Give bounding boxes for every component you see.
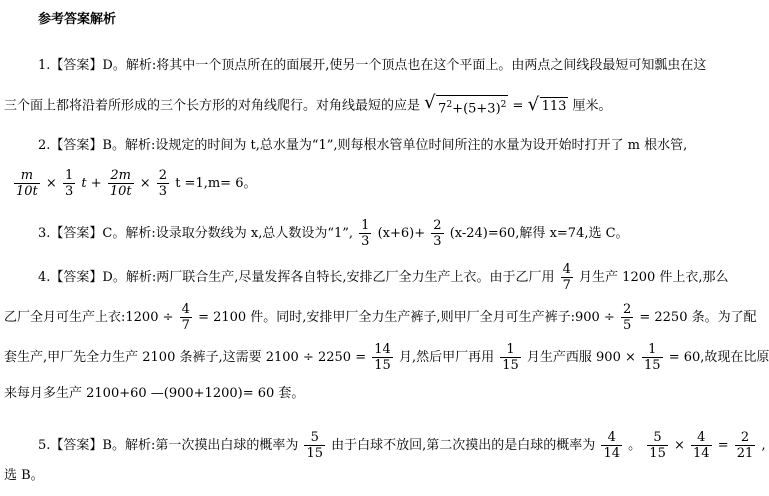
fraction: $\frac{1}{3}$ xyxy=(64,168,74,199)
fraction: $\frac{5}{15}$ xyxy=(649,430,666,461)
answer-2-line-1: 2.【答案】B。解析:设规定的时间为 t,总水量为“1”,则每根水管单位时间所注的水量为设开始时打开了 m 根水管, xyxy=(38,138,688,153)
answer-1-line-2 xyxy=(4,92,612,117)
sqrt-result: √ 113 xyxy=(527,94,567,116)
fraction: $\frac{4}{14}$ xyxy=(693,430,710,461)
answer-4-line-2: 乙厂全月可生产上衣:1200 ÷ $\frac{4}{7}$ = 2100 件。同时,安排甲厂全力生产裤子,则甲厂全月可生产裤子:900 ÷ $\frac{2}{5}$ = 2250 条。为了配 xyxy=(4,302,757,333)
answer-4-line-3: 套生产,甲厂先全力生产 2100 条裤子,这需要 2100 ÷ 2250 = $\frac{14}{15}$ 月,然后甲厂再用 $\frac{1}{15}$ 月生产西服 900 × $\frac{1}{15}$ = 60,故现在比原 xyxy=(4,342,769,373)
fraction: $\frac{m}{10t}$ xyxy=(16,168,38,199)
answer-1-unit: 厘米。 xyxy=(572,98,612,114)
fraction: $\frac{1}{15}$ xyxy=(502,342,519,373)
answer-5-line-1: 5.【答案】B。解析:第一次摸出白球的概率为 $\frac{5}{15}$ 由于白球不放回,第二次摸出的是白球的概率为 $\frac{4}{14}$ 。 $\frac{5}{15}$ × $\frac{4}{14}$ = $\frac{2}{21}$ , xyxy=(38,430,766,461)
answer-3: 3.【答案】C。解析:设录取分数线为 x,总人数设为“1”, $\frac{1}{3}$ (x+6)+ $\frac{2}{3}$ (x-24)=60,解得 x=74,选 C。 xyxy=(38,218,629,249)
fraction: $\frac{2}{21}$ xyxy=(736,430,754,461)
fraction: $\frac{4}{7}$ xyxy=(562,262,571,293)
fraction: $\frac{1}{3}$ xyxy=(361,218,370,249)
answer-4-line-4: 来每月多生产 2100+60 —(900+1200)= 60 套。 xyxy=(4,386,305,401)
fraction: $\frac{2}{3}$ xyxy=(433,218,442,249)
fraction: $\frac{4}{7}$ xyxy=(181,302,190,333)
answer-1-text: 三个面上都将沿着所形成的三个长方形的对角线爬行。对角线最短的应是 xyxy=(4,98,421,114)
page-title: 参考答案解析 xyxy=(38,12,117,27)
answer-4-line-1: 4.【答案】D。解析:两厂联合生产,尽量发挥各自特长,安排乙厂全力生产上衣。由于乙厂用 $\frac{4}{7}$ 月生产 1200 件上衣,那么 xyxy=(38,262,729,293)
equals-sign: = xyxy=(512,98,524,114)
fraction: $\frac{14}{15}$ xyxy=(374,342,391,373)
answer-2-equation: $\frac{m}{10t}$ × $\frac{1}{3}$ t + $\frac{2m}{10t}$ × $\frac{2}{3}$ t =1,m= 6。 xyxy=(16,168,257,199)
fraction: $\frac{2m}{10t}$ xyxy=(109,168,132,199)
answer-5-line-2: 选 B。 xyxy=(4,468,44,483)
fraction: $\frac{2}{5}$ xyxy=(622,302,632,333)
fraction: $\frac{1}{15}$ xyxy=(644,342,661,373)
answer-1-line-1: 1.【答案】D。解析:将其中一个顶点所在的面展开,使另一个顶点也在这个平面上。由两点之间线段最短可知瓢虫在这 xyxy=(38,58,707,73)
fraction: $\frac{2}{3}$ xyxy=(158,168,168,199)
fraction: $\frac{4}{14}$ xyxy=(603,430,620,461)
sqrt-expression: √ $7^2+(5+3)^2$ xyxy=(424,92,507,117)
fraction: $\frac{5}{15}$ xyxy=(306,430,324,461)
